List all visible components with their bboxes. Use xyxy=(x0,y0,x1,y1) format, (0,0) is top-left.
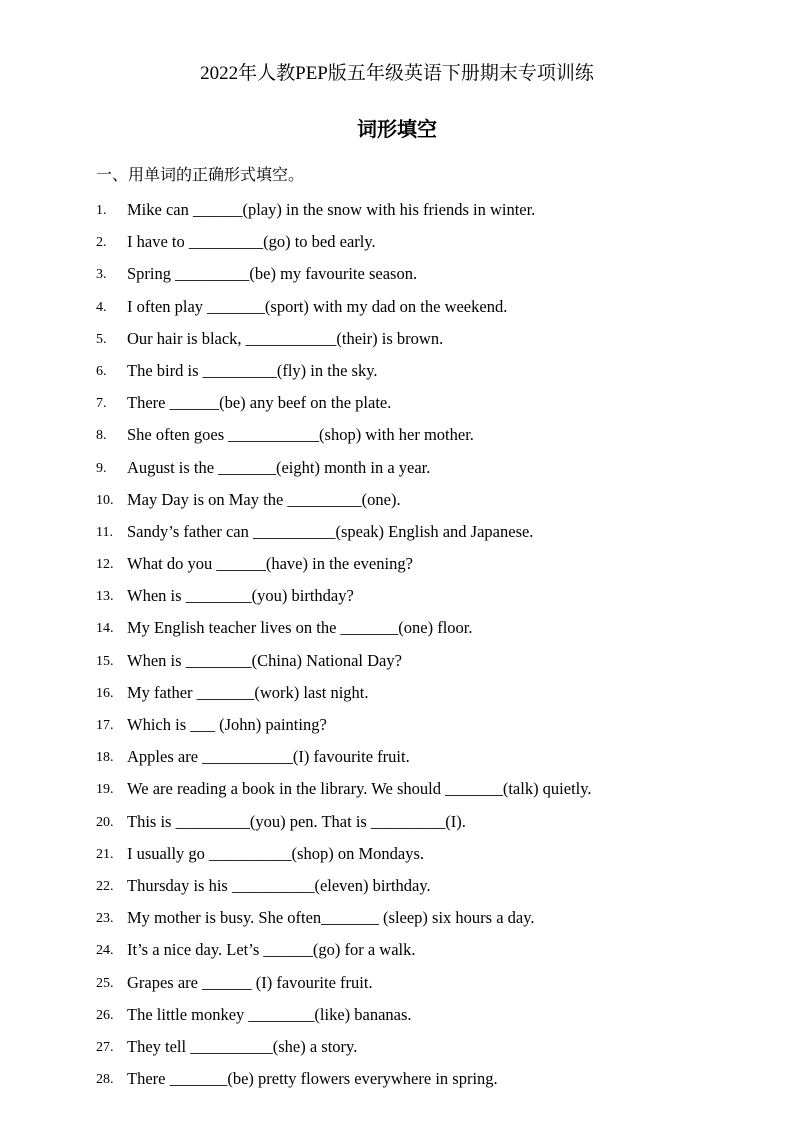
exercise-sentence: I usually go __________(shop) on Mondays. xyxy=(127,843,424,863)
exercise-number: 27. xyxy=(96,1039,114,1055)
exercise-sentence: This is _________(you) pen. That is _________(I). xyxy=(127,811,466,831)
exercise-item xyxy=(0,423,794,455)
exercise-item xyxy=(0,971,794,1003)
exercise-number: 1. xyxy=(96,203,107,218)
exercise-item xyxy=(0,488,794,520)
exercise-sentence: Mike can ______(play) in the snow with his friends in winter. xyxy=(127,200,536,219)
exercise-sentence: When is ________(you) birthday? xyxy=(127,586,354,606)
exercise-item xyxy=(0,359,794,391)
exercise-sentence: Apples are ___________(I) favourite fruit. xyxy=(127,747,410,767)
exercise-number: 11. xyxy=(96,524,113,540)
exercise-sentence: There ______(be) any beef on the plate. xyxy=(127,393,392,413)
exercise-sentence: Grapes are ______ (I) favourite fruit. xyxy=(127,972,373,992)
exercise-number: 17. xyxy=(96,718,114,733)
exercise-item xyxy=(0,262,794,294)
exercise-item xyxy=(0,391,794,423)
exercise-item xyxy=(0,616,794,648)
exercise-item xyxy=(0,1003,794,1035)
exercise-item xyxy=(0,1035,794,1067)
exercise-sentence: August is the _______(eight) month in a year. xyxy=(127,457,431,477)
exercise-number: 22. xyxy=(96,878,114,894)
exercise-number: 2. xyxy=(96,235,107,251)
exercise-number: 3. xyxy=(96,267,107,283)
exercise-sentence: There _______(be) pretty flowers everywhere in spring. xyxy=(127,1069,498,1089)
exercise-number: 26. xyxy=(96,1007,114,1023)
exercise-number: 8. xyxy=(96,428,107,444)
exercise-sentence: They tell __________(she) a story. xyxy=(127,1036,358,1056)
exercise-sentence: I often play _______(sport) with my dad on the weekend. xyxy=(127,296,508,316)
exercise-number: 15. xyxy=(96,653,114,669)
exercise-sentence: Spring _________(be) my favourite season. xyxy=(127,264,418,284)
exercise-number: 14. xyxy=(96,621,114,637)
exercise-sentence: Our hair is black, ___________(their) is brown. xyxy=(127,328,444,348)
exercise-sentence: Which is ___ (John) painting? xyxy=(127,715,327,734)
exercise-sentence: It’s a nice day. Let’s ______(go) for a walk. xyxy=(127,940,416,960)
exercise-item xyxy=(0,745,794,777)
exercise-sentence: The little monkey ________(like) bananas. xyxy=(127,1004,412,1024)
exercise-number: 6. xyxy=(96,363,107,379)
exercise-item xyxy=(0,198,794,230)
exercise-number: 5. xyxy=(96,331,107,347)
exercise-sentence: I have to _________(go) to bed early. xyxy=(127,232,376,252)
exercise-sentence: We are reading a book in the library. We should _______(talk) quietly. xyxy=(127,779,592,799)
exercise-list xyxy=(0,198,794,1099)
exercise-number: 9. xyxy=(96,460,107,476)
exercise-item xyxy=(0,810,794,842)
section-heading: 一、用单词的正确形式填空。 xyxy=(96,165,305,184)
exercise-sentence: She often goes ___________(shop) with her mother. xyxy=(127,425,474,445)
exercise-number: 18. xyxy=(96,750,114,766)
exercise-item xyxy=(0,842,794,874)
exercise-sentence: May Day is on May the _________(one). xyxy=(127,489,401,509)
exercise-number: 25. xyxy=(96,975,114,991)
exercise-number: 12. xyxy=(96,557,114,573)
exercise-number: 4. xyxy=(96,299,107,315)
document-title: 2022年人教PEP版五年级英语下册期末专项训练 xyxy=(200,63,594,84)
exercise-number: 13. xyxy=(96,589,114,605)
exercise-item xyxy=(0,456,794,488)
exercise-sentence: Sandy’s father can __________(speak) English and Japanese. xyxy=(127,521,534,541)
exercise-item xyxy=(0,874,794,906)
exercise-sentence: My English teacher lives on the _______(one) floor. xyxy=(127,618,473,638)
document-subtitle: 词形填空 xyxy=(357,117,437,141)
exercise-sentence: My mother is busy. She often_______ (sleep) six hours a day. xyxy=(127,908,535,928)
exercise-sentence: What do you ______(have) in the evening? xyxy=(127,554,413,574)
exercise-number: 21. xyxy=(96,846,114,862)
exercise-number: 10. xyxy=(96,492,114,508)
exercise-number: 16. xyxy=(96,685,114,701)
exercise-item xyxy=(0,327,794,359)
exercise-sentence: My father _______(work) last night. xyxy=(127,682,369,702)
exercise-item xyxy=(0,230,794,262)
exercise-number: 23. xyxy=(96,911,114,927)
exercise-sentence: Thursday is his __________(eleven) birthday. xyxy=(127,875,431,895)
exercise-sentence: The bird is _________(fly) in the sky. xyxy=(127,360,378,380)
exercise-number: 24. xyxy=(96,943,114,959)
exercise-number: 7. xyxy=(96,396,107,412)
exercise-number: 19. xyxy=(96,782,114,798)
exercise-item xyxy=(0,713,794,745)
exercise-item xyxy=(0,1067,794,1099)
exercise-item xyxy=(0,552,794,584)
exercise-item xyxy=(0,938,794,970)
exercise-item xyxy=(0,584,794,616)
exercise-item xyxy=(0,649,794,681)
exercise-item xyxy=(0,681,794,713)
exercise-item xyxy=(0,520,794,552)
exercise-number: 28. xyxy=(96,1072,114,1088)
exercise-number: 20. xyxy=(96,814,114,830)
exercise-sentence: When is ________(China) National Day? xyxy=(127,650,402,670)
exercise-item xyxy=(0,777,794,809)
exercise-item xyxy=(0,906,794,938)
exercise-item xyxy=(0,295,794,327)
